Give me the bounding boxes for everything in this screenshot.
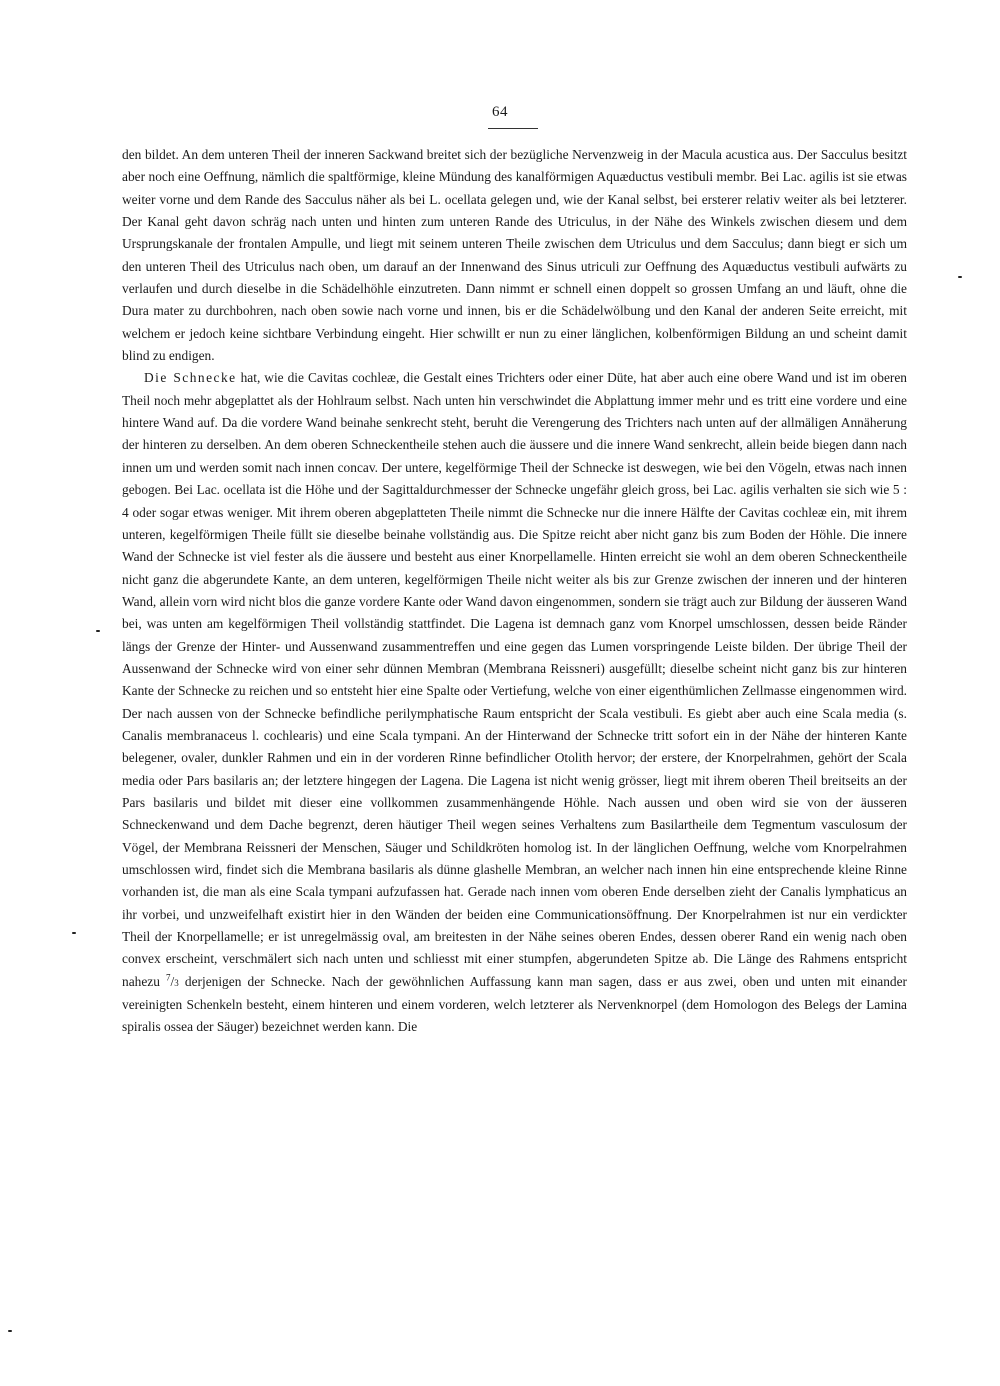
margin-mark [958, 276, 962, 278]
paragraph [122, 367, 907, 1038]
fraction-slash: / [170, 973, 175, 989]
paragraph-text: derjenigen der Schnecke. Nach der gewöhnlichen Auffassung kann man sagen, dass er aus zwei, oben und unten mit einander vereinigten Schenkeln besteht, einem hinteren und einem vorderen, welch letzterer als Nervenknorpel (dem Homologon des Belegs der Lamina spiralis ossea der Säuger) bezeichnet werden kann. Die [122, 973, 908, 1035]
margin-mark [8, 1330, 12, 1332]
fraction-denominator: 3 [174, 977, 179, 988]
page-number-rule [488, 128, 538, 129]
margin-mark [72, 932, 76, 934]
paragraph-lead: Die Schnecke [144, 370, 237, 386]
paragraph: den bildet. An dem unteren Theil der inneren Sackwand breitet sich der bezügliche Nervenzweig in der Macula acustica aus. Der Sacculus besitzt aber noch eine Oeffnung, nämlich die spaltförmige, kleine Mündung des kanalförmigen Aquæductus vestibuli membr. Bei Lac. agilis ist sie etwas weiter vorne und dem Rande des Sacculus näher als bei L. ocellata gelegen und, wie der Kanal selbst, bei ersterer relativ weiter als bei letzterer. Der Kanal geht davon schräg nach unten und hinten zum unteren Rande des Utriculus, in der Nähe des Winkels zwischen diesem und dem Ursprungskanale der frontalen Ampulle, und liegt mit seinem unteren Theile zwischen dem Utriculus und dem Sacculus; dann biegt er sich um den unteren Theil des Utriculus nach oben, um darauf an der Innenwand des Sinus utriculi zur Oeffnung des Aquæductus vestibuli aufwärts zu verlaufen und durch dieselbe in die Schädelhöhle einzutreten. Dann nimmt er schnell einen doppelt so grossen Umfang an und läuft, ohne die Dura mater zu durchbohren, nach oben sowie nach vorne und innen, bis er die Schädelwölbung und den Kanal der anderen Seite erreicht, mit welchem er jedoch keine sichtbare Verbindung eingeht. Hier schwillt er nun zu einer länglichen, kolbenförmigen Bildung an und scheint damit blind zu endigen. [122, 147, 907, 364]
fraction-numerator: 7 [166, 972, 171, 983]
margin-mark [96, 630, 100, 632]
body-text [122, 144, 907, 1039]
paragraph-text: hat, wie die Cavitas cochleæ, die Gestalt eines Trichters oder einer Düte, hat aber auch eine obere Wand und ist im oberen Theil noch mehr abgeplattet als der Hohlraum selbst. Nach unten hin verschwindet die Abplattung immer mehr und es tritt eine vordere und eine hintere Wand auf. Da die vordere Wand beinahe senkrecht steht, beruht die Verengerung des Trichters nach unten auf der allmäligen Annäherung der hinteren zu derselben. An dem oberen Schneckentheile stehen auch die äussere und die innere Wand senkrecht, allein beide biegen dann nach innen um und werden somit nach innen concav. Der untere, kegelförmige Theil der Schnecke ist deswegen, wie bei den Vögeln, etwas nach innen gebogen. Bei Lac. ocellata ist die Höhe und der Sagittaldurchmesser der Schnecke ungefähr gleich gross, bei Lac. agilis verhalten sie sich wie 5 : 4 oder sogar etwas weniger. Mit ihrem oberen abgeplatteten Theile nimmt die Schnecke nur die innere Hälfte der Cavitas cochleæ ein, mit ihrem unteren, kegelförmigen Theile füllt sie dieselbe beinahe vollständig aus. Die Spitze reicht aber nicht ganz bis zum Boden der Höhle. Die innere Wand der Schnecke ist viel fester als die äussere und besteht aus einer Knorpellamelle. Hinten erreicht sie wohl an dem oberen Schneckentheile nicht ganz die abgerundete Kante, an dem unteren, kegelförmigen Theile nicht weiter als bis zur Grenze zwischen der inneren und der hinteren Wand, allein vorn wird nicht blos die ganze vordere Kante oder Wand davon eingenommen, sondern sie trägt auch zur Bildung der äusseren Wand bei, was unten am kegelförmigen Theil vollständig stattfindet. Die Lagena ist demnach ganz vom Knorpel umschlossen, dessen beide Ränder längs der Grenze der Hinter- und Aussenwand zusammentreffen und eine gegen das Lumen vorspringende Leiste bilden. Der übrige Theil der Aussenwand der Schnecke wird von einer sehr dünnen Membran (Membrana Reissneri) ausgefüllt; dieselbe scheint nicht ganz bis zur hinteren Kante der Schnecke zu reichen und so entsteht hier eine Spalte oder Vertiefung, welche von einer eigenthümlichen Zellmasse eingenommen wird. Der nach aussen von der Schnecke befindliche perilymphatische Raum entspricht der Scala vestibuli. Es giebt aber auch eine Scala media (s. Canalis membranaceus l. cochlearis) und eine Scala tympani. An der Hinterwand der Schnecke tritt sofort ein in der Nähe der hinteren Kante belegener, ovaler, dunkler Rahmen und ein in der vorderen Rinne befindlicher Otolith hervor; der erstere, der Knorpelrahmen, gehört der Scala media oder Pars basilaris an; der letztere hingegen der Lagena. Die Lagena ist nicht wenig grösser, liegt mit ihrem oberen Theil breitseits an der Pars basilaris und bildet mit dieser eine vollkommen zusammenhängende Höhle. Nach aussen und oben wird sie von der äusseren Schneckenwand und dem Dache begrenzt, deren häutiger Theil wegen seines Verhaltens zum Basilartheile dem Tegmentum vasculosum der Vögel, der Membrana Reissneri der Menschen, Säuger und Schildkröten homolog ist. In der länglichen Oeffnung, welche vom Knorpelrahmen umschlossen wird, findet sich die Membrana basilaris als dünne glashelle Membran, an welcher nach innen hin eine entsprechende kleine Rinne vorhanden ist, die man als eine Scala tympani aufzufassen hat. Gerade nach innen vom oberen Ende derselben zieht der Canalis lymphaticus an ihr vorbei, und unzweifelhaft existirt hier in den Wänden der beiden eine Communicationsöffnung. Der Knorpelrahmen ist nur ein verdickter Theil der Knorpellamelle; er ist unregelmässig oval, am breitesten in der Nähe seines oberen Endes, dessen oberer Rand ein wenig nach oben convex erscheint, verschmälert sich nach unten und schliesst mit einer stumpfen, abgerundeten Spitze ab. Die Länge des Rahmens entspricht nahezu [122, 370, 907, 989]
page-number: 64 [492, 104, 508, 120]
